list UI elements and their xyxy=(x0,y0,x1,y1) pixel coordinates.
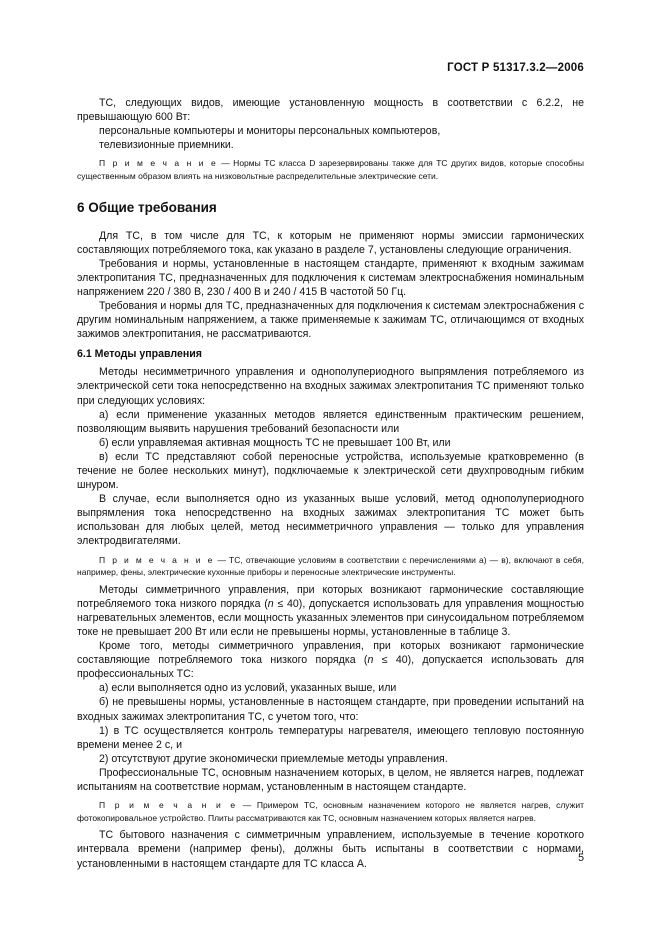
section-6-1-paragraph: ТС бытового назначения с симметричным управлением, используемые в течение короткого интервала времени (например фены), должны быть испытаны в соответствии с нормами, установленными в настоящем стандарте для ТС класса А. xyxy=(77,829,584,870)
condition-subitem: 2) отсутствуют другие экономически приемлемые методы управления. xyxy=(99,752,448,765)
note-text: — Нормы ТС класса D зарезервированы также для ТС других видов, которые способны существенным образом влиять на низковольтные распределительные электрические сети. xyxy=(77,158,584,181)
condition-item: б) не превышены нормы, установленные в настоящем стандарте, при проведении испытаний на входных зажимах электропитания ТС, с учетом того, что: xyxy=(77,696,584,723)
note-text: — Примером ТС, основным назначением которого не является нагрев, служит фотокопировальное устройство. Плиты рассматриваются как ТС, основным назначением которых является нагрев. xyxy=(77,800,584,823)
condition-subitem: 1) в ТС осуществляется контроль температуры нагревателя, имеющего тепловую постоянную времени менее 2 с, и xyxy=(77,724,584,751)
page-content xyxy=(77,96,584,871)
section-6-1-paragraph: Методы несимметричного управления и однополупериодного выпрямления потребляемого из электрической сети тока непосредственно на входных зажимах электропитания ТС применяют только при следующих условиях: xyxy=(77,366,584,407)
section-6-paragraph: Для ТС, в том числе для ТС, к которым не применяют нормы эмиссии гармонических составляющих потребляемого тока, как указано в разделе 7, установлены следующие ограничения. xyxy=(77,229,584,256)
section-6-heading: 6 Общие требования xyxy=(77,199,217,215)
section-6-1-note xyxy=(77,799,584,824)
section-6-1-note xyxy=(77,554,584,579)
intro-list-item: персональные компьютеры и мониторы персональных компьютеров, xyxy=(99,125,441,138)
note-text: — ТС, отвечающие условиям в соответствии с перечислениями а) — в), включают в себя, например, фены, электрические кухонные приборы и переносные электрические инструменты. xyxy=(77,554,584,578)
note-label: П р и м е ч а н и е xyxy=(99,158,218,169)
section-6-paragraph: Требования и нормы, установленные в настоящем стандарте, применяют к входным зажимам электропитания ТС, предназначенных для подключения к системам электроснабжения номинальным напряжением 220 / 380 В, 230 / 400 В и 240 / 415 В частотой 50 Гц. xyxy=(77,257,584,298)
page-number: 5 xyxy=(578,852,584,864)
section-6-paragraph: Требования и нормы для ТС, предназначенных для подключения к системам электроснабжения с другим номинальным напряжением, а также применяемые к зажимам ТС, отличающимся от входных зажимов электропитания, не рассматриваются. xyxy=(77,300,584,341)
intro-note xyxy=(77,157,584,182)
section-6-1-paragraph: Кроме того, методы симметричного управления, при которых возникают гармонические составляющие потребляемого тока низкого порядка (n ≤ 40), допускается использовать для профессиональных ТС: xyxy=(77,640,585,681)
intro-list-item: телевизионные приемники. xyxy=(99,139,234,152)
condition-item: а) если выполняется одно из условий, указанных выше, или xyxy=(99,682,397,695)
note-label: П р и м е ч а н и е xyxy=(99,800,238,811)
document-header: ГОСТ Р 51317.3.2—2006 xyxy=(447,62,584,74)
section-6-1-paragraph: В случае, если выполняется одно из указанных выше условий, метод однополупериодного выпрямления тока непосредственно на входных зажимах электропитания ТС может быть использован для любых целей, метод несимметричного управления — только для управления электродвигателями. xyxy=(77,493,584,548)
condition-item: б) если управляемая активная мощность ТС не превышает 100 Вт, или xyxy=(99,436,451,449)
condition-item: в) если ТС представляют собой переносные устройства, используемые кратковременно (в течение не более нескольких минут), подключаемые к электрической сети двухпроводным гибким шнуром. xyxy=(77,450,584,492)
intro-paragraph: ТС, следующих видов, имеющие установленную мощность в соответствии с 6.2.2, не превышающую 600 Вт: xyxy=(77,97,584,124)
section-6-1-heading: 6.1 Методы управления xyxy=(77,348,202,361)
note-label: П р и м е ч а н и е xyxy=(99,554,215,565)
section-6-1-paragraph: Профессиональные ТС, основным назначением которых, в целом, не является нагрев, подлежат испытаниям на соответствие нормам, установленным в настоящем стандарте. xyxy=(77,766,584,794)
condition-item: а) если применение указанных методов является единственным практическим решением, позволяющим выявить нарушения требований безопасности или xyxy=(77,408,584,435)
section-6-1-paragraph: Методы симметричного управления, при которых возникают гармонические составляющие потребляемого тока низкого порядка (n ≤ 40), допускается использовать для управления мощностью нагревательных элементов, если мощность указанных элементов при синусоидальном потребляемом токе не превышает 200 Вт или если не превышены нормы, установленные в таблице 3. xyxy=(77,583,584,638)
